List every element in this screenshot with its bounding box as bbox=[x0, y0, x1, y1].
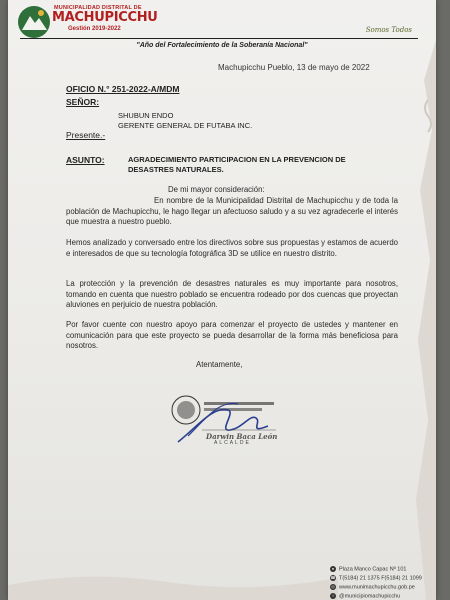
border-decoration bbox=[406, 40, 436, 600]
recipient-title: GERENTE GENERAL DE FUTABA INC. bbox=[118, 121, 253, 130]
org-name: MACHUPICCHU bbox=[52, 10, 158, 25]
recipient-block bbox=[118, 111, 252, 131]
asunto-text: AGRADECIMIENTO PARTICIPACION EN LA PREVENCION DE DESASTRES NATURALES. bbox=[128, 155, 346, 174]
recipient-name: SHUBUN ENDO bbox=[118, 111, 174, 120]
contact-web-text: www.munimachupicchu.gob.pe bbox=[339, 584, 415, 591]
signer-name: Darwin Baca León bbox=[206, 432, 278, 441]
oficio-number: OFICIO N.° 251-2022-A/MDM bbox=[66, 84, 180, 94]
paragraph-1: En nombre de la Municipalidad Distrital de Machupicchu y de toda la población de Machupicchu, le hago llegar un afectuoso saludo y a su vez agradecerle el interés que muestra a nuestro pueblo. bbox=[66, 196, 398, 226]
paragraph-4: Por favor cuente con nuestro apoyo para comenzar el proyecto de ustedes y mantener en comunicación para que este proyecto se pueda desarrollar de la forma más beneficiosa para nosotros. bbox=[66, 320, 398, 350]
paragraph-2: Hemos analizado y conversado entre los directivos sobre sus propuestas y estamos de acuerdo e interesados de que su tecnología fotográfica 3D se utilice en nuestro distrito. bbox=[66, 238, 398, 258]
bottom-decoration bbox=[8, 560, 338, 600]
web-icon: ◎ bbox=[331, 584, 335, 589]
phone-icon: ☎ bbox=[330, 575, 336, 580]
greeting: De mi mayor consideración: bbox=[168, 185, 265, 194]
year-motto: "Año del Fortalecimiento de la Soberanía Nacional" bbox=[136, 42, 308, 49]
asunto-label: ASUNTO: bbox=[66, 155, 105, 165]
letter-page bbox=[8, 0, 436, 600]
contact-web bbox=[330, 584, 415, 590]
contact-social bbox=[330, 593, 400, 599]
paragraph-3: La protección y la prevención de desastres naturales es muy importante para nosotros, tomando en cuenta que nuestro poblado se encuentra rodeado por dos cuencas que proyectan aluviones en perjuicio de nuestra población. bbox=[66, 279, 398, 309]
header-rule bbox=[20, 38, 418, 39]
contact-phone-text: T(5184) 21 1375 F(5184) 21 1099 bbox=[339, 575, 422, 582]
municipality-logo-icon bbox=[16, 4, 52, 40]
contact-social-text: @municipiomachupicchu bbox=[339, 593, 401, 600]
slogan: Somos Todos bbox=[365, 26, 412, 34]
signer-role: ALCALDE bbox=[214, 440, 251, 446]
presente-label: Presente.- bbox=[66, 130, 106, 140]
closing: Atentamente, bbox=[196, 360, 243, 369]
location-icon: ● bbox=[331, 566, 335, 571]
org-line1: MUNICIPALIDAD DISTRITAL DE bbox=[54, 5, 142, 11]
contact-phone bbox=[330, 575, 422, 581]
org-term: Gestión 2019-2022 bbox=[68, 26, 121, 32]
contact-address bbox=[330, 566, 406, 572]
contact-address-text: Plaza Manco Capac Nº 101 bbox=[339, 566, 407, 573]
letter-date: Machupicchu Pueblo, 13 de mayo de 2022 bbox=[218, 63, 370, 72]
social-icon: f bbox=[330, 593, 336, 599]
senor-label: SEÑOR: bbox=[66, 97, 100, 107]
